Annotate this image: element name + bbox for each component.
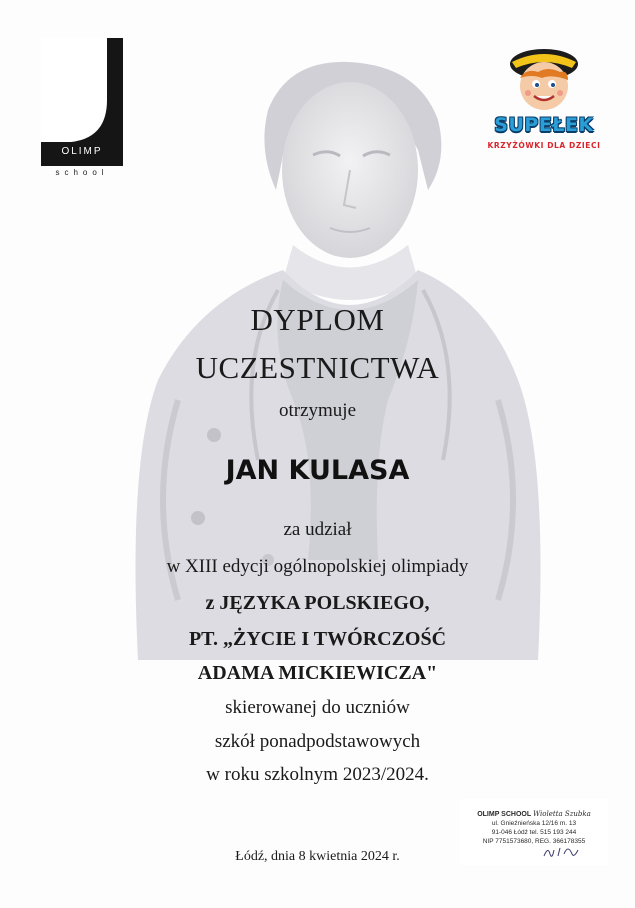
olimp-school-logo <box>41 38 126 178</box>
receives-text: otrzymuje <box>278 400 357 421</box>
subject-line-3: ADAMA MICKIEWICZA" <box>197 662 438 684</box>
subject-line-1: z JĘZYKA POLSKIEGO, <box>205 592 430 614</box>
audience-line-3: w roku szkolnym 2023/2024. <box>206 764 429 785</box>
place-date: Łódź, dnia 8 kwietnia 2024 r. <box>235 849 400 864</box>
stamp-name: OLIMP SCHOOL <box>477 811 532 818</box>
audience-line-2: szkół ponadpodstawowych <box>214 731 421 752</box>
stamp-owner: Wioletta Szubka <box>532 810 591 818</box>
supelek-brand-text: SUPEŁEK <box>494 114 594 136</box>
cartoon-boy-icon <box>482 38 606 118</box>
title-line-2: UCZESTNICTWA <box>195 350 440 385</box>
stamp-header <box>460 799 608 819</box>
recipient-name: JAN KULASA <box>225 455 410 486</box>
stamp-ids: NIP 7751573680, REG. 366178355 <box>482 838 586 845</box>
subject-line-2: PT. „ŻYCIE I TWÓRCZOŚĆ <box>188 628 447 650</box>
audience-line-1: skierowanej do uczniów <box>225 697 410 718</box>
body-line-1: za udział <box>283 519 352 540</box>
logo-sub-text: school <box>55 168 109 177</box>
title-line-1: DYPLOM <box>250 302 385 337</box>
logo-brand-text: OLIMP <box>61 146 103 157</box>
stamp-address: ul. Gnieźnieńska 12/16 m. 13 <box>491 820 577 827</box>
supelek-logo <box>482 38 606 158</box>
body-line-2: w XIII edycji ogólnopolskiej olimpiady <box>166 556 469 577</box>
company-stamp <box>460 799 608 865</box>
supelek-sub-text: KRZYŻÓWKI DLA DZIECI <box>487 141 601 150</box>
stamp-city-phone: 91-046 Łódź tel. 515 193 244 <box>491 829 577 836</box>
signature-icon <box>540 842 580 862</box>
